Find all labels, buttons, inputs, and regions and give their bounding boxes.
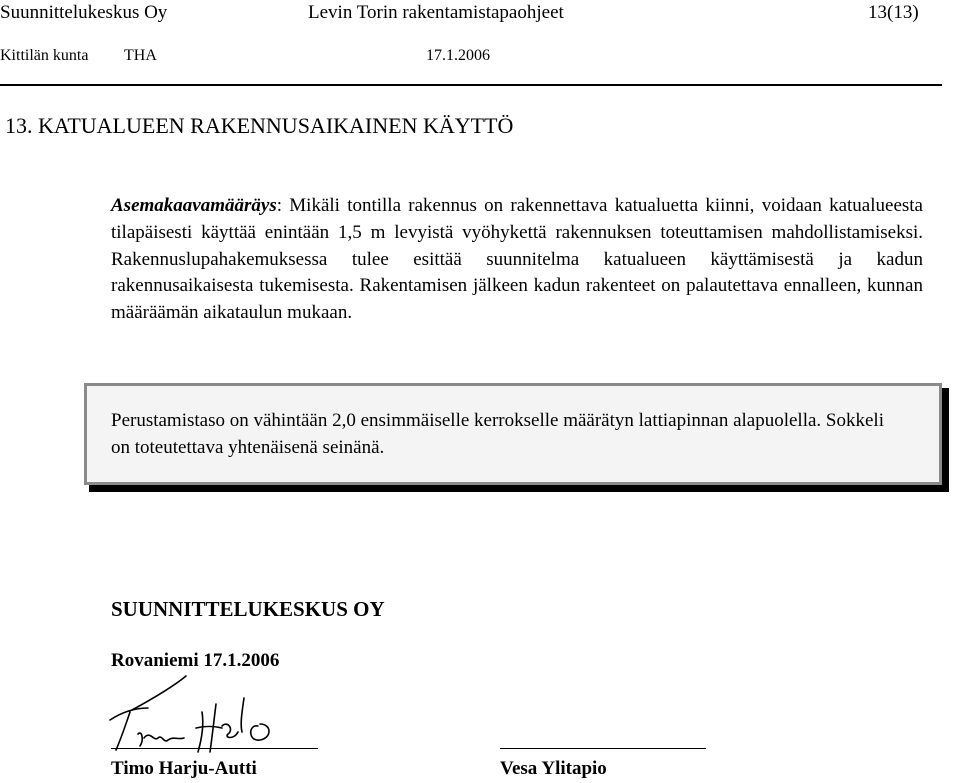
header-document-title: Levin Torin rakentamistapaohjeet	[308, 2, 564, 23]
note-text: Perustamistaso on vähintään 2,0 ensimmäiselle kerrokselle määrätyn lattiapinnan alapuolella. Sokkeli on toteutettava yhtenäisenä seinänä.	[111, 410, 884, 458]
handwritten-signature	[104, 668, 284, 758]
header-date: 17.1.2006	[426, 47, 490, 64]
header-municipality: Kittilän kunta	[0, 47, 89, 64]
regulation-text: Mikäli tontilla rakennus on rakennettava katualuetta kiinni, voidaan katualueesta tilapäisesti käyttää enintään 1,5 m levyistä vyöhykettä rakennuksen toteuttamisen mahdollistamiseksi. Rakennuslupahakemuksessa tulee esittää suunnitelma katualueen käyttämisestä ja kadun rakennusaikaisesta tukemisesta. Rakentamisen jälkeen kadun rakenteet on palautettava ennalleen, kunnan määräämän aikataulun mukaan.	[111, 195, 923, 324]
regulation-separator: :	[276, 195, 282, 216]
section-title: 13. KATUALUEEN RAKENNUSAIKAINEN KÄYTTÖ	[5, 113, 514, 138]
signature-line-2	[500, 748, 706, 749]
header-unit: THA	[124, 47, 157, 64]
header-divider	[0, 84, 942, 86]
signer-name-2: Vesa Ylitapio	[500, 758, 607, 779]
signer-name-1: Timo Harju-Autti	[111, 758, 257, 779]
signature-place-date: Rovaniemi 17.1.2006	[111, 650, 280, 671]
header-page-number: 13(13)	[868, 2, 919, 23]
regulation-paragraph	[111, 193, 923, 327]
signature-company: SUUNNITTELUKESKUS OY	[111, 597, 385, 621]
regulation-term: Asemakaavamääräys	[111, 195, 277, 216]
note-box	[84, 383, 942, 485]
signature-line-1	[111, 748, 318, 749]
header-company: Suunnittelukeskus Oy	[0, 2, 168, 23]
